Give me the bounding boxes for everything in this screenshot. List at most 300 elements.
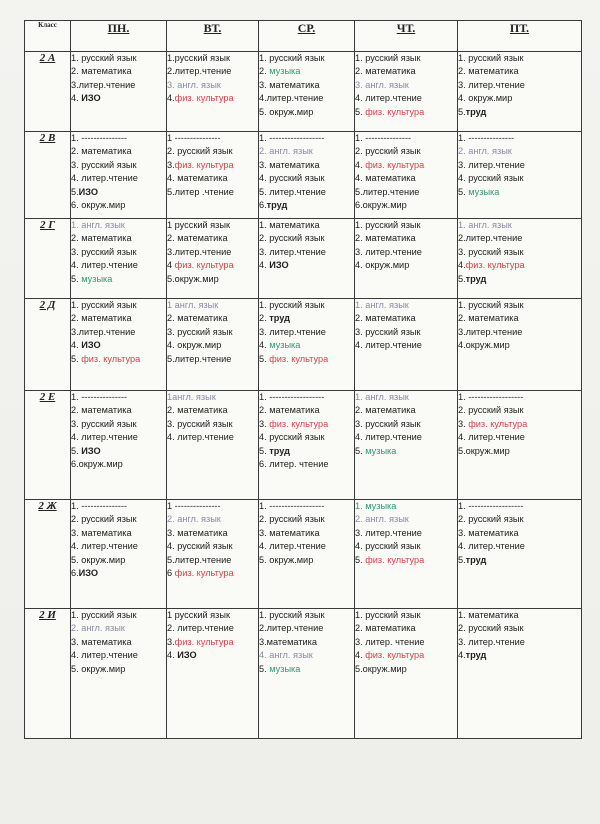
lesson-text: 2.литер.чтение	[259, 623, 324, 634]
lesson-text: 1. ------------------	[458, 501, 524, 511]
lesson-cell-mon	[71, 219, 167, 299]
lesson-text: 1. ---------------	[458, 133, 515, 143]
lesson-item	[355, 312, 457, 325]
lesson-text: 2. математика	[167, 233, 228, 244]
lesson-item	[167, 622, 258, 635]
lesson-text: 4. русский язык	[167, 541, 233, 552]
lesson-text: 2. математика	[355, 405, 416, 416]
lesson-text: 3. русский язык	[71, 246, 137, 257]
lesson-item	[71, 418, 166, 431]
lesson-text: 2. математика	[71, 405, 132, 416]
lesson-text: 2. математика	[355, 233, 416, 244]
lesson-item	[458, 339, 581, 352]
lesson-item	[259, 299, 354, 312]
lesson-text: 5.	[259, 353, 270, 364]
lesson-text: 3.литер.чтение	[71, 79, 136, 90]
lesson-item	[71, 513, 166, 526]
lesson-text: 4. литер.чтение	[71, 541, 138, 552]
lesson-text: 3.литер.чтение	[167, 246, 232, 257]
lesson-item	[259, 145, 354, 158]
lesson-text: 1. русский язык	[355, 220, 421, 230]
lesson-item	[355, 339, 457, 352]
lesson-text: 1. англ. язык	[458, 220, 512, 230]
lesson-text: 5. окруж.мир	[259, 554, 314, 565]
lesson-item	[259, 513, 354, 526]
lesson-item	[458, 106, 581, 119]
lesson-text: 3. математика	[167, 527, 228, 538]
lesson-item	[458, 79, 581, 92]
lesson-text: 2. русский язык	[458, 405, 524, 416]
lesson-subject-bold: труд	[465, 273, 487, 284]
lesson-text: 6.	[71, 568, 79, 579]
lesson-item	[167, 326, 258, 339]
lesson-item	[458, 219, 581, 232]
lesson-item	[355, 404, 457, 417]
lesson-item	[71, 353, 166, 366]
lesson-subject-bold: ИЗО	[78, 186, 99, 197]
lesson-subject-bold: ИЗО	[78, 568, 99, 579]
lesson-text: 2.литер.чтение	[458, 233, 523, 244]
lesson-item	[355, 219, 457, 232]
class-label: 2 А	[25, 52, 71, 132]
lesson-item	[259, 500, 354, 513]
lesson-text: 5.	[259, 445, 270, 456]
lesson-item	[355, 431, 457, 444]
lesson-text: 1. ------------------	[259, 133, 325, 143]
class-row	[25, 299, 582, 391]
lesson-text: 3. математика	[458, 527, 519, 538]
lesson-text: 6. окруж.мир	[71, 200, 126, 211]
lesson-item	[167, 172, 258, 185]
class-label: 2 Г	[25, 219, 71, 299]
lesson-cell-fri	[458, 219, 582, 299]
lesson-item	[458, 609, 581, 622]
lesson-cell-thu	[355, 299, 458, 391]
lesson-item	[71, 312, 166, 325]
lesson-item	[458, 92, 581, 105]
lesson-item	[167, 299, 258, 312]
lesson-item	[167, 431, 258, 444]
lesson-item	[458, 232, 581, 245]
lesson-text: 5. окруж.мир	[259, 106, 314, 117]
lesson-text: 5.	[71, 445, 82, 456]
lesson-item	[167, 339, 258, 352]
lesson-item	[71, 79, 166, 92]
lesson-text: 4. литер.чтение	[71, 650, 138, 661]
lesson-item	[167, 219, 258, 232]
lesson-subject-bold: труд	[465, 650, 487, 661]
lesson-item	[355, 636, 457, 649]
lesson-text: 4. русский язык	[355, 541, 421, 552]
lesson-item	[458, 500, 581, 513]
lesson-text: 2. русский язык	[259, 514, 325, 525]
lesson-item	[458, 622, 581, 635]
lesson-text: 2. англ. язык	[458, 146, 512, 157]
lesson-text: 3. русский язык	[71, 159, 137, 170]
lesson-item	[71, 52, 166, 65]
class-row	[25, 52, 582, 132]
lesson-item	[355, 649, 457, 662]
lesson-cell-mon	[71, 500, 167, 609]
lesson-subject-pe: физ. культура	[465, 260, 525, 271]
lesson-item	[167, 649, 258, 662]
lesson-item	[71, 172, 166, 185]
lesson-text: 5.	[458, 186, 469, 197]
lesson-item	[259, 92, 354, 105]
lesson-item	[355, 299, 457, 312]
lesson-subject-pe: физ. культура	[174, 159, 234, 170]
lesson-subject-pe: физ. культура	[269, 353, 329, 364]
lesson-text: 4. литер.чтение	[458, 432, 525, 443]
lesson-item	[71, 500, 166, 513]
lesson-text: 2. математика	[458, 66, 519, 77]
lesson-subject-pe: физ. культура	[174, 568, 234, 579]
lesson-item	[355, 622, 457, 635]
lesson-text: 5.литер.чтение	[355, 186, 420, 197]
lesson-subject-pe: физ. культура	[174, 636, 234, 647]
lesson-text: 1 ---------------	[167, 501, 221, 511]
lesson-cell-tue	[167, 500, 259, 609]
lesson-text: 3.	[167, 636, 175, 647]
lesson-cell-tue	[167, 219, 259, 299]
lesson-text: 5. окруж.мир	[71, 554, 126, 565]
lesson-subject-music: музыка	[365, 445, 397, 456]
lesson-item	[458, 145, 581, 158]
lesson-cell-mon	[71, 52, 167, 132]
lesson-item	[71, 663, 166, 676]
lesson-text: 5.окруж.мир	[458, 445, 510, 456]
lesson-item	[167, 232, 258, 245]
lesson-item	[259, 353, 354, 366]
lesson-text: 5.	[71, 273, 82, 284]
lesson-text: 2. литер.чтение	[167, 623, 234, 634]
lesson-subject-bold: ИЗО	[81, 445, 101, 456]
lesson-text: 4. литер.чтение	[458, 541, 525, 552]
lesson-text: 2. математика	[71, 233, 132, 244]
lesson-item	[167, 527, 258, 540]
lesson-item	[259, 312, 354, 325]
lesson-item	[259, 663, 354, 676]
lesson-text: 1англ. язык	[167, 392, 216, 402]
lesson-subject-bold: ИЗО	[177, 650, 197, 661]
lesson-subject-bold: труд	[266, 200, 288, 211]
lesson-text: 4. литер.чтение	[71, 173, 138, 184]
lesson-item	[167, 186, 258, 199]
lesson-item	[458, 418, 581, 431]
lesson-text: 4. русский язык	[458, 173, 524, 184]
lesson-text: 1. англ. язык	[355, 300, 409, 310]
lesson-text: 3. русский язык	[355, 418, 421, 429]
lesson-item	[71, 159, 166, 172]
lesson-item	[167, 513, 258, 526]
lesson-item	[167, 259, 258, 272]
lesson-subject-bold: ИЗО	[81, 93, 101, 104]
lesson-item	[167, 500, 258, 513]
lesson-cell-tue	[167, 391, 259, 500]
lesson-cell-fri	[458, 500, 582, 609]
lesson-text: 2. англ. язык	[355, 514, 409, 525]
lesson-text: 3. математика	[259, 527, 320, 538]
lesson-text: 3.литер.чтение	[458, 326, 523, 337]
lesson-item	[167, 540, 258, 553]
lesson-text: 4.	[167, 650, 178, 661]
lesson-text: 1. ------------------	[259, 392, 325, 402]
lesson-item	[458, 172, 581, 185]
lesson-item	[167, 145, 258, 158]
class-row	[25, 391, 582, 500]
lesson-item	[167, 52, 258, 65]
lesson-cell-fri	[458, 299, 582, 391]
lesson-subject-pe: физ. культура	[365, 554, 425, 565]
lesson-cell-mon	[71, 299, 167, 391]
lesson-text: 1. русский язык	[71, 610, 137, 620]
lesson-text: 5.	[259, 663, 270, 674]
lesson-text: 4. литер.чтение	[71, 432, 138, 443]
lesson-text: 1 англ. язык	[167, 300, 219, 310]
lesson-text: 5.	[71, 353, 82, 364]
lesson-item	[259, 246, 354, 259]
lesson-text: 3. математика	[259, 79, 320, 90]
lesson-item	[71, 145, 166, 158]
lesson-text: 5. литер.чтение	[259, 186, 326, 197]
lesson-text: 4. литер.чтение	[355, 340, 422, 351]
lesson-text: 5.	[355, 445, 366, 456]
class-row	[25, 219, 582, 299]
lesson-item	[71, 554, 166, 567]
lesson-item	[259, 259, 354, 272]
lesson-text: 3. литер.чтение	[259, 246, 326, 257]
lesson-text: 3. математика	[71, 636, 132, 647]
class-label: 2 И	[25, 609, 71, 739]
lesson-item	[167, 353, 258, 366]
lesson-item	[167, 636, 258, 649]
lesson-text: 1. музыка	[355, 501, 397, 511]
lesson-text: 4. окруж.мир	[167, 340, 222, 351]
lesson-text: 4.	[355, 650, 366, 661]
lesson-subject-music: музыка	[269, 66, 301, 77]
lesson-item	[71, 339, 166, 352]
lesson-item	[167, 65, 258, 78]
lesson-item	[355, 106, 457, 119]
lesson-cell-wed	[259, 132, 355, 219]
lesson-item	[71, 232, 166, 245]
lesson-text: 3. литер.чтение	[458, 636, 525, 647]
lesson-item	[259, 79, 354, 92]
lesson-item	[458, 246, 581, 259]
lesson-cell-thu	[355, 219, 458, 299]
lesson-item	[167, 273, 258, 286]
lesson-item	[71, 404, 166, 417]
lesson-item	[458, 391, 581, 404]
lesson-cell-fri	[458, 132, 582, 219]
lesson-text: 3. математика	[71, 527, 132, 538]
lesson-item	[167, 92, 258, 105]
lesson-text: 3.литер.чтение	[71, 326, 136, 337]
lesson-item	[71, 199, 166, 212]
lesson-item	[71, 246, 166, 259]
lesson-text: 3. русский язык	[458, 246, 524, 257]
lesson-text: 5.литер.чтение	[167, 353, 232, 364]
lesson-text: 1. русский язык	[355, 53, 421, 63]
lesson-text: 1 русский язык	[167, 220, 230, 230]
lesson-text: 2. математика	[71, 146, 132, 157]
lesson-subject-music: музыка	[269, 340, 301, 351]
lesson-item	[71, 259, 166, 272]
lesson-item	[259, 431, 354, 444]
lesson-item	[71, 431, 166, 444]
lesson-item	[259, 527, 354, 540]
lesson-text: 2. англ. язык	[259, 146, 313, 157]
lesson-subject-bold: труд	[269, 445, 290, 456]
lesson-text: 2. русский язык	[259, 233, 325, 244]
lesson-item	[259, 540, 354, 553]
lesson-text: 2.литер.чтение	[167, 66, 232, 77]
lesson-text: 3. литер.чтение	[458, 159, 525, 170]
lesson-item	[71, 92, 166, 105]
class-column-header: Класс	[25, 21, 71, 52]
lesson-item	[259, 232, 354, 245]
schedule-table	[24, 20, 582, 739]
lesson-cell-thu	[355, 132, 458, 219]
lesson-text: 3. литер.чтение	[259, 326, 326, 337]
lesson-subject-pe: физ. культура	[174, 260, 234, 271]
lesson-text: 4.	[71, 340, 82, 351]
lesson-item	[458, 554, 581, 567]
lesson-text: 2.	[259, 66, 270, 77]
lesson-item	[71, 326, 166, 339]
lesson-subject-pe: физ. культура	[81, 353, 141, 364]
lesson-text: 5.окруж.мир	[355, 663, 407, 674]
lesson-text: 2. математика	[355, 66, 416, 77]
lesson-item	[458, 404, 581, 417]
lesson-item	[259, 52, 354, 65]
lesson-subject-bold: ИЗО	[81, 340, 101, 351]
lesson-subject-pe: физ. культура	[365, 650, 425, 661]
lesson-text: 5.литер .чтение	[167, 186, 234, 197]
lesson-text: 2. математика	[355, 313, 416, 324]
class-label: 2 Ж	[25, 500, 71, 609]
lesson-cell-wed	[259, 219, 355, 299]
lesson-subject-pe: физ. культура	[269, 418, 329, 429]
lesson-item	[458, 312, 581, 325]
lesson-item	[259, 65, 354, 78]
lesson-item	[259, 609, 354, 622]
lesson-text: 3. литер.чтение	[355, 246, 422, 257]
lesson-text: 1. русский язык	[458, 53, 524, 63]
lesson-item	[259, 554, 354, 567]
lesson-item	[458, 636, 581, 649]
lesson-text: 1. ---------------	[71, 133, 128, 143]
lesson-text: 3.	[259, 418, 270, 429]
lesson-cell-wed	[259, 609, 355, 739]
lesson-item	[259, 391, 354, 404]
lesson-item	[167, 159, 258, 172]
lesson-text: 3. литер. чтение	[355, 636, 425, 647]
lesson-item	[458, 186, 581, 199]
lesson-subject-pe: физ. культура	[365, 159, 425, 170]
class-label: 2 Е	[25, 391, 71, 500]
lesson-text: 1. русский язык	[259, 300, 325, 310]
lesson-item	[458, 540, 581, 553]
lesson-item	[355, 663, 457, 676]
lesson-text: 1. русский язык	[71, 300, 137, 310]
lesson-item	[458, 159, 581, 172]
lesson-item	[458, 445, 581, 458]
lesson-item	[458, 259, 581, 272]
lesson-cell-wed	[259, 500, 355, 609]
lesson-text: 4	[167, 260, 175, 271]
lesson-subject-pe: физ. культура	[468, 418, 528, 429]
day-header-tue: ВТ.	[167, 21, 259, 52]
lesson-cell-fri	[458, 52, 582, 132]
lesson-item	[259, 622, 354, 635]
lesson-text: 1.русский язык	[167, 53, 230, 63]
lesson-text: 5.	[71, 186, 79, 197]
lesson-cell-thu	[355, 500, 458, 609]
lesson-text: 5.	[458, 106, 466, 117]
lesson-text: 2. русский язык	[355, 146, 421, 157]
lesson-subject-bold: труд	[465, 554, 487, 565]
lesson-cell-tue	[167, 132, 259, 219]
lesson-item	[259, 132, 354, 145]
lesson-item	[458, 649, 581, 662]
lesson-item	[458, 132, 581, 145]
lesson-item	[71, 567, 166, 580]
lesson-text: 2. математика	[71, 313, 132, 324]
lesson-item	[355, 52, 457, 65]
lesson-cell-wed	[259, 52, 355, 132]
lesson-text: 4. математика	[167, 173, 228, 184]
lesson-text: 3. русский язык	[167, 326, 233, 337]
lesson-item	[167, 132, 258, 145]
lesson-text: 3.	[167, 159, 175, 170]
lesson-text: 1 ---------------	[167, 133, 221, 143]
lesson-text: 2. англ. язык	[71, 623, 125, 634]
lesson-text: 2. математика	[167, 313, 228, 324]
lesson-text: 4. литер.чтение	[355, 93, 422, 104]
lesson-item	[71, 636, 166, 649]
lesson-subject-music: музыка	[468, 186, 500, 197]
lesson-item	[355, 500, 457, 513]
lesson-text: 2.	[259, 313, 270, 324]
lesson-text: 2. математика	[458, 313, 519, 324]
class-row	[25, 132, 582, 219]
lesson-text: 2. русский язык	[458, 623, 524, 634]
lesson-item	[355, 92, 457, 105]
day-header-wed: СР.	[259, 21, 355, 52]
lesson-text: 6.окруж.мир	[355, 200, 407, 211]
lesson-item	[259, 219, 354, 232]
lesson-item	[71, 391, 166, 404]
lesson-item	[355, 232, 457, 245]
lesson-text: 4.	[458, 650, 466, 661]
lesson-text: 5.литер.чтение	[167, 554, 232, 565]
lesson-text: 4.литер.чтение	[259, 93, 324, 104]
lesson-cell-mon	[71, 391, 167, 500]
lesson-cell-wed	[259, 299, 355, 391]
lesson-item	[71, 458, 166, 471]
lesson-item	[71, 219, 166, 232]
lesson-cell-thu	[355, 609, 458, 739]
class-label: 2 В	[25, 132, 71, 219]
lesson-text: 4.	[259, 260, 270, 271]
lesson-text: 4. русский язык	[259, 173, 325, 184]
lesson-text: 1 русский язык	[167, 610, 230, 620]
lesson-text: 6.окруж.мир	[71, 459, 123, 470]
lesson-text: 6	[167, 568, 175, 579]
lesson-item	[355, 159, 457, 172]
day-header-fri: ПТ.	[458, 21, 582, 52]
